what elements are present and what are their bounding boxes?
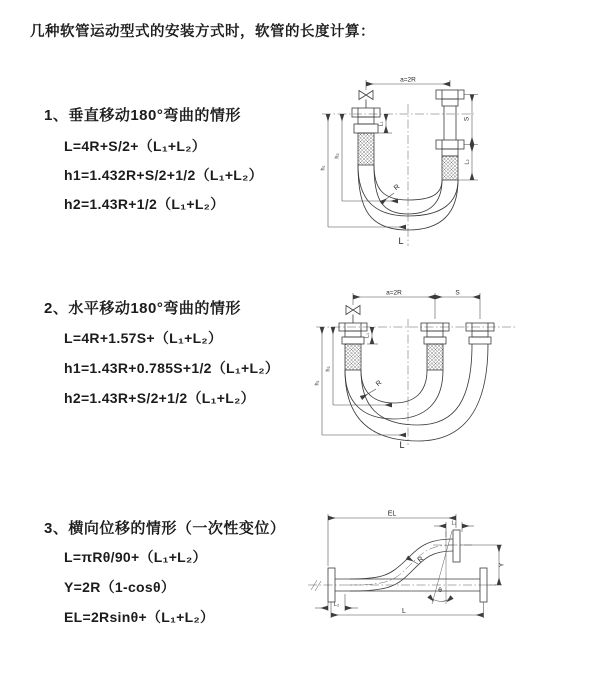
theta-label: θ [438, 587, 442, 594]
section-2-formula-1: L=4R+1.57S+（L₁+L₂） [64, 330, 223, 346]
dim-label-fit-right: L₂ [464, 159, 471, 165]
length-label: L [398, 236, 404, 246]
radius-label: R [392, 183, 402, 193]
section-1-formula-3: h2=1.43R+1/2（L₁+L₂） [64, 196, 225, 212]
dim-label-h-inner: h₂ [334, 153, 341, 159]
section-2-formula-2: h1=1.43R+0.785S+1/2（L₁+L₂） [64, 360, 280, 376]
section-1-formula-1: L=4R+S/2+（L₁+L₂） [64, 138, 207, 154]
dim-label-y: Y [498, 562, 506, 568]
section-3-heading: 3、横向位移的情形（一次性变位） [44, 520, 286, 537]
page-title: 几种软管运动型式的安装方式时，软管的长度计算： [30, 24, 375, 40]
left-pipe-fitting [352, 108, 380, 165]
section-3-formula-3: EL=2Rsinθ+（L₁+L₂） [64, 609, 215, 625]
section-1-heading: 1、垂直移动180°弯曲的情形 [44, 107, 241, 124]
length-label: L [399, 440, 405, 450]
pipe-break-mark [311, 580, 321, 591]
right-pipe-fitting [436, 90, 464, 180]
section-3-formula-1: L=πRθ/90+（L₁+L₂） [64, 549, 207, 565]
dim-label-fit-right: L₁ [451, 520, 457, 527]
hose-arcs [345, 344, 488, 441]
valve-icon [346, 306, 360, 324]
displaced-hose [350, 530, 460, 591]
section-3-formula-2: Y=2R（1-cosθ） [64, 579, 176, 595]
dim-label-h-outer: h₁ [320, 165, 327, 171]
dim-label-fit-left: L₁ [378, 121, 385, 127]
dim-label-h-inner: h₂ [325, 366, 332, 372]
dim-label-fit-left: L₁ [364, 333, 371, 338]
dim-label-fit-left: L₂ [333, 602, 340, 608]
right-pipe-fitting [466, 323, 494, 344]
section-1-formula-2: h1=1.432R+S/2+1/2（L₁+L₂） [64, 167, 263, 183]
section-2-heading: 2、水平移动180°弯曲的情形 [44, 300, 241, 317]
dim-label-offset: S [463, 116, 471, 122]
lateral-displacement-diagram [300, 502, 600, 627]
radius-label: R [416, 555, 426, 565]
dim-label-span: a=2R [386, 289, 402, 297]
vertical-bend-diagram [308, 68, 588, 268]
dimensions [315, 511, 506, 619]
dim-label-h-outer: h₁ [314, 380, 321, 386]
radius-label: R [374, 379, 384, 389]
valve-icon [359, 91, 373, 109]
upper-right-flange [453, 530, 460, 562]
dimensions [315, 290, 481, 451]
horizontal-bend-diagram [306, 283, 600, 468]
dim-label-offset: S [455, 289, 460, 297]
left-pipe-fitting [339, 323, 367, 370]
length-label: L [402, 608, 406, 615]
middle-pipe-fitting [421, 323, 449, 370]
dim-label-span: a=2R [400, 76, 416, 84]
section-2-formula-3: h2=1.43R+S/2+1/2（L₁+L₂） [64, 390, 255, 406]
dim-label-el: EL [387, 510, 397, 518]
